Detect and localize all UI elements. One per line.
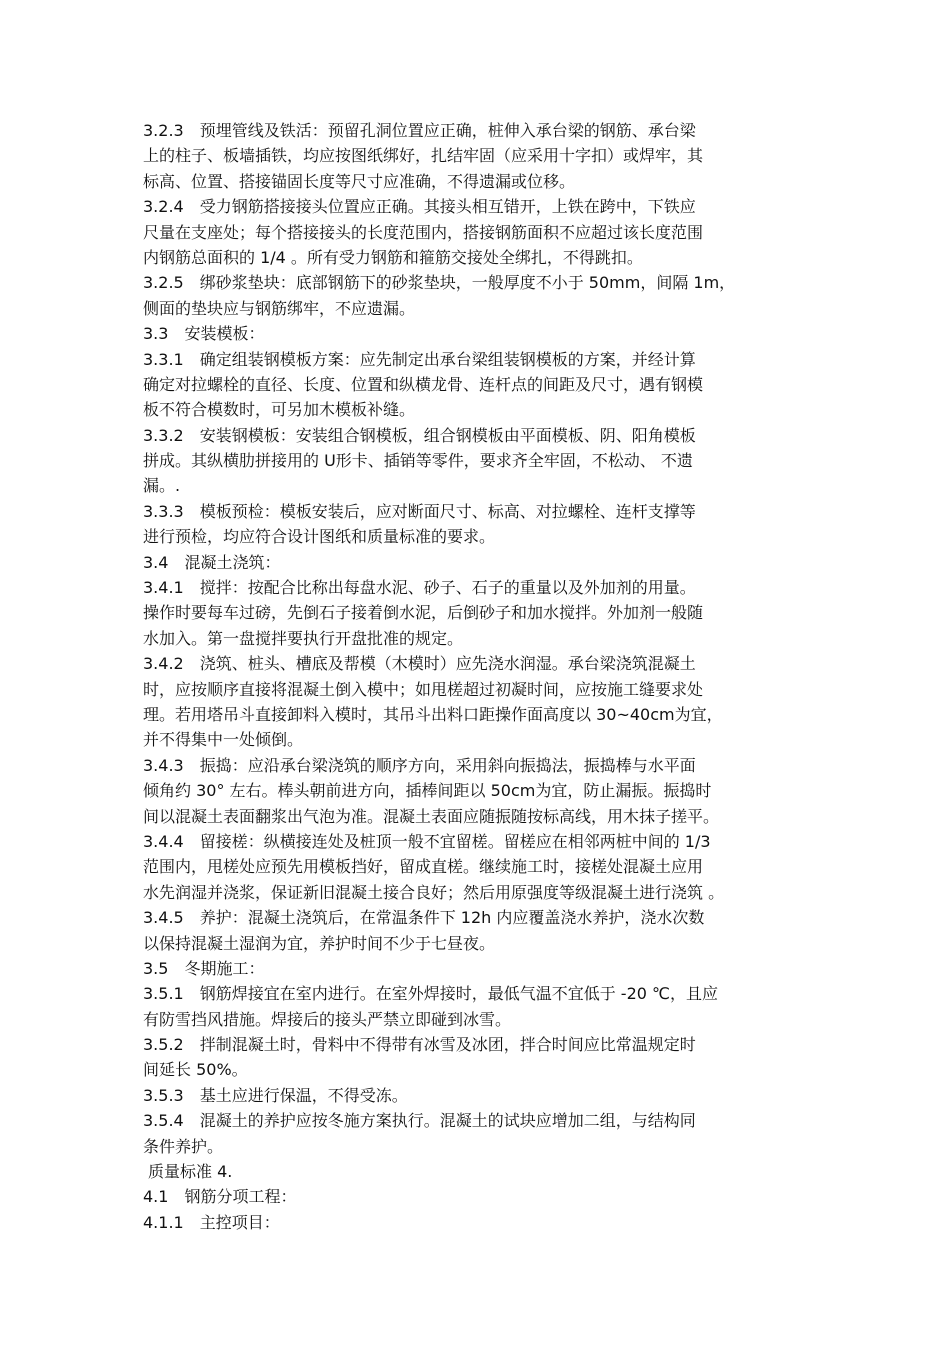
text-line: 3.2.4 受力钢筋搭接接头位置应正确。其接头相互错开，上铁在跨中，下铁应 bbox=[143, 197, 696, 217]
text-line: 间以混凝土表面翻浆出气泡为准。混凝土表面应随振随按标高线，用木抹子搓平。 bbox=[143, 806, 720, 826]
text-line: 3.5.4 混凝土的养护应按冬施方案执行。混凝土的试块应增加二组，与结构同 bbox=[143, 1111, 696, 1131]
text-line: 尺量在支座处；每个搭接接头的长度范围内，搭接钢筋面积不应超过该长度范围 bbox=[143, 222, 704, 242]
text-line: 内钢筋总面积的 1/4 。所有受力钢筋和箍筋交接处全绑扎，不得跳扣。 bbox=[143, 247, 643, 267]
text-line: 理。若用塔吊斗直接卸料入模时，其吊斗出料口距操作面高度以 30~40cm为宜， bbox=[143, 704, 723, 724]
text-line: 侧面的垫块应与钢筋绑牢，不应遗漏。 bbox=[143, 298, 416, 318]
text-line: 确定对拉螺栓的直径、长度、位置和纵横龙骨、连杆点的间距及尺寸，遇有钢模 bbox=[143, 374, 704, 394]
subsection-heading: 4.1.1 主控项目： bbox=[143, 1212, 280, 1232]
section-heading: 3.5 冬期施工： bbox=[143, 958, 265, 978]
text-line: 板不符合模数时，可另加木模板补缝。 bbox=[143, 400, 416, 420]
text-line: 3.3.1 确定组装钢模板方案：应先制定出承台梁组装钢模板的方案，并经计算 bbox=[143, 349, 696, 369]
text-line: 3.3.3 模板预检：模板安装后，应对断面尺寸、标高、对拉螺栓、连杆支撑等 bbox=[143, 501, 696, 521]
text-line: 时，应按顺序直接将混凝土倒入模中；如甩槎超过初凝时间，应按施工缝要求处 bbox=[143, 679, 704, 699]
text-line: 上的柱子、板墙插铁，均应按图纸绑好，扎结牢固（应采用十字扣）或焊牢，其 bbox=[143, 146, 704, 166]
text-line: 3.4.1 搅拌：按配合比称出每盘水泥、砂子、石子的重量以及外加剂的用量。 bbox=[143, 578, 696, 598]
text-line: 3.4.3 振捣：应沿承台梁浇筑的顺序方向，采用斜向振捣法，振捣棒与水平面 bbox=[143, 755, 696, 775]
text-line: 并不得集中一处倾倒。 bbox=[143, 730, 304, 750]
text-line: 以保持混凝土湿润为宜，养护时间不少于七昼夜。 bbox=[143, 933, 496, 953]
text-line: 水先润湿并浇浆，保证新旧混凝土接合良好；然后用原强度等级混凝土进行浇筑 。 bbox=[143, 882, 725, 902]
text-line: 3.5.1 钢筋焊接宜在室内进行。在室外焊接时，最低气温不宜低于 -20 ℃，且应 bbox=[143, 984, 718, 1004]
section-heading: 4.1 钢筋分项工程： bbox=[143, 1187, 297, 1207]
section-heading: 3.4 混凝土浇筑： bbox=[143, 552, 281, 572]
text-line: 进行预检，均应符合设计图纸和质量标准的要求。 bbox=[143, 527, 496, 547]
text-line: 3.5.3 基土应进行保温，不得受冻。 bbox=[143, 1085, 408, 1105]
text-line: 3.4.2 浇筑、桩头、槽底及帮模（木模时）应先浇水润湿。承台梁浇筑混凝土 bbox=[143, 654, 696, 674]
text-line: 操作时要每车过磅，先倒石子接着倒水泥，后倒砂子和加水搅拌。外加剂一般随 bbox=[143, 603, 704, 623]
text-line: 漏。. bbox=[143, 476, 181, 496]
text-line: 3.4.4 留接槎：纵横接连处及桩顶一般不宜留槎。留槎应在相邻两桩中间的 1/3 bbox=[143, 831, 711, 851]
text-line: 间延长 50%。 bbox=[143, 1060, 248, 1080]
text-line: 拼成。其纵横肋拼接用的 U形卡、插销等零件，要求齐全牢固，不松动、 不遗 bbox=[143, 451, 693, 471]
document-body bbox=[143, 118, 808, 1235]
text-line: 标高、位置、搭接锚固长度等尺寸应准确，不得遗漏或位移。 bbox=[143, 171, 576, 191]
text-line: 水加入。第一盘搅拌要执行开盘批准的规定。 bbox=[143, 628, 464, 648]
chapter-heading: 质量标准 4. bbox=[148, 1162, 233, 1182]
text-line: 3.2.5 绑砂浆垫块：底部钢筋下的砂浆垫块，一般厚度不小于 50mm，间隔 1m， bbox=[143, 273, 736, 293]
text-line: 倾角约 30° 左右。棒头朝前进方向，插棒间距以 50cm为宜，防止漏振。振捣时 bbox=[143, 781, 712, 801]
text-line: 条件养护。 bbox=[143, 1136, 224, 1156]
text-line: 3.4.5 养护：混凝土浇筑后，在常温条件下 12h 内应覆盖浇水养护，浇水次数 bbox=[143, 908, 705, 928]
text-line: 3.5.2 拌制混凝土时，骨料中不得带有冰雪及冰团，拌合时间应比常温规定时 bbox=[143, 1035, 696, 1055]
section-heading: 3.3 安装模板： bbox=[143, 324, 265, 344]
text-line: 3.2.3 预埋管线及铁活：预留孔洞位置应正确，桩伸入承台梁的钢筋、承台梁 bbox=[143, 121, 696, 140]
text-line: 3.3.2 安装钢模板：安装组合钢模板，组合钢模板由平面模板、阴、阳角模板 bbox=[143, 425, 696, 445]
text-line: 有防雪挡风措施。焊接后的接头严禁立即碰到冰雪。 bbox=[143, 1009, 512, 1029]
text-line: 范围内，甩槎处应预先用模板挡好，留成直槎。继续施工时，接槎处混凝土应用 bbox=[143, 857, 704, 877]
